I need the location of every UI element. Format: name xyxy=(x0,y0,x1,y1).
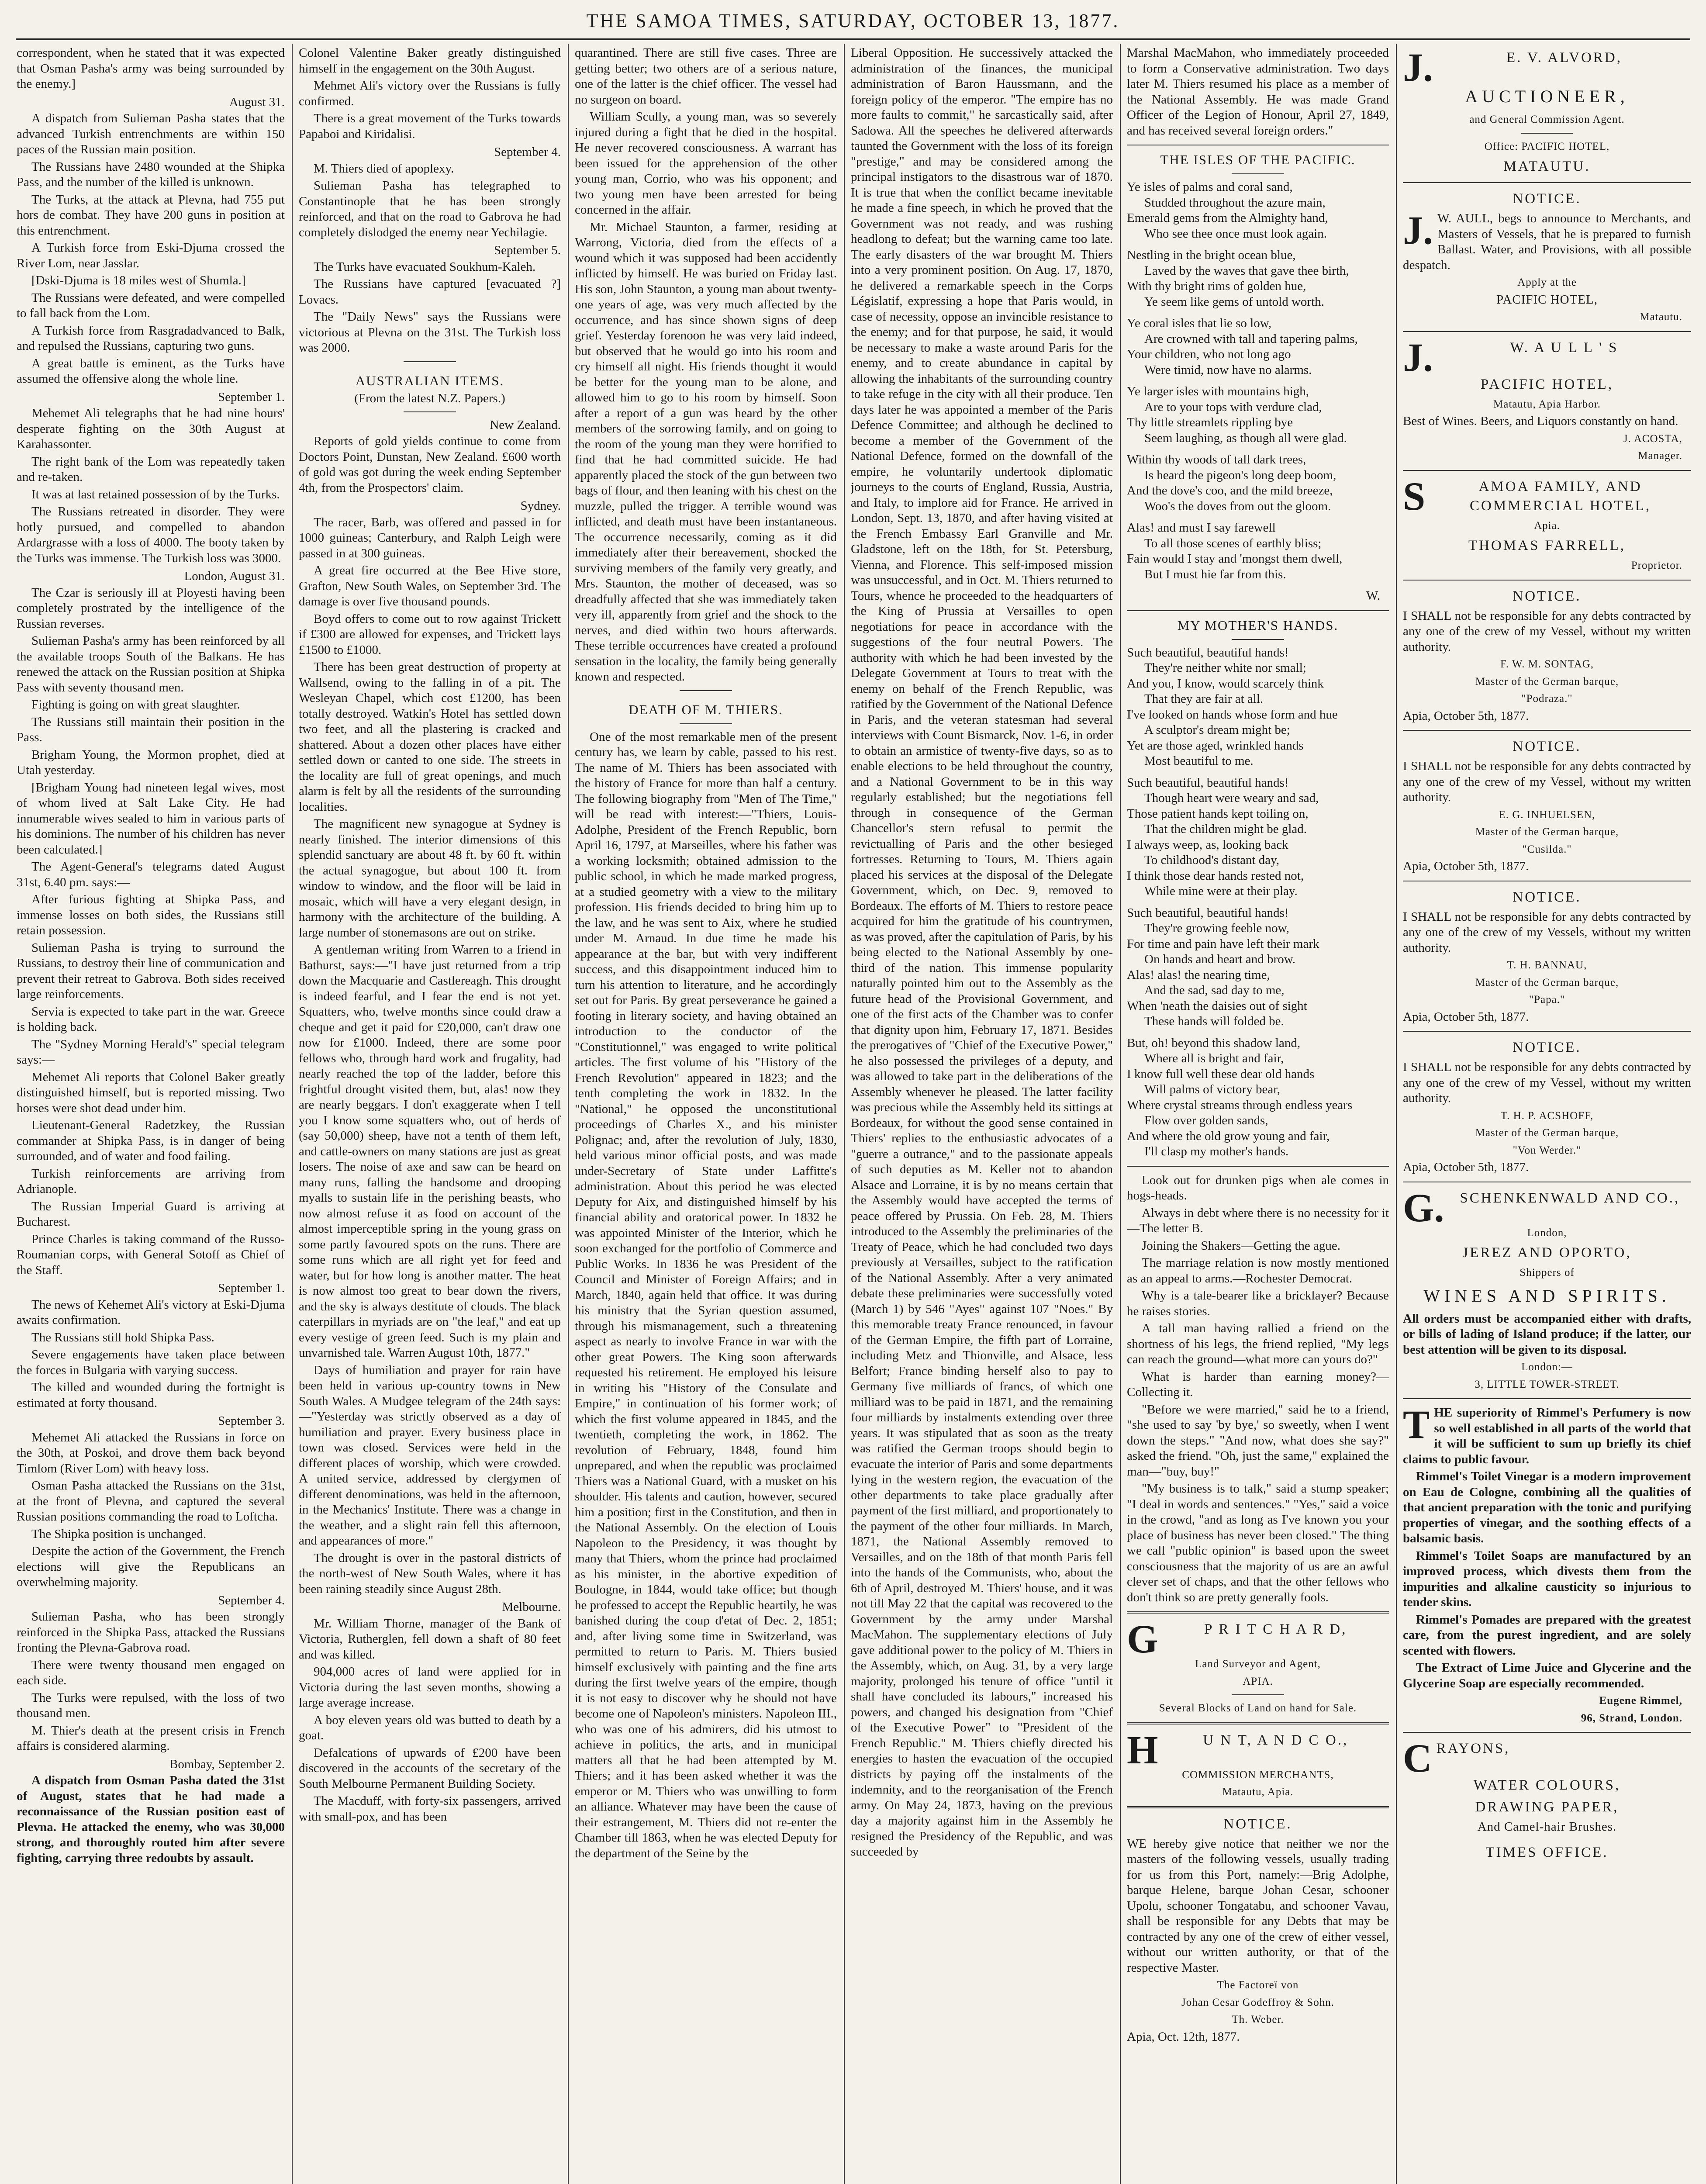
section-subheading: (From the latest N.Z. Papers.) xyxy=(354,391,505,405)
paragraph: A great battle is eminent, as the Turks have assumed the offensive along the whole line. xyxy=(17,356,285,386)
ad-aull-notice xyxy=(1403,189,1691,325)
poem-line: They're neither white nor small; xyxy=(1144,661,1306,675)
paragraph: "My business is to talk," said a stump speaker; "I deal in words and sentences." "Yes," said a voice in the crowd, "and as long as I've known you your place of business has never been closed." The thing we call "public opinion" is based upon the sweet consciousness that the majority of us are an awful clever set of chaps, and that the other fellows who don't think so are pretty generally fools. xyxy=(1127,1482,1389,1604)
poem-stanza xyxy=(1127,180,1389,242)
paragraph: What is harder than earning money?—Collecting it. xyxy=(1127,1369,1389,1399)
section-rule xyxy=(1403,730,1691,731)
poem-line: Were timid, now have no alarms. xyxy=(1144,363,1312,377)
poem-stanza xyxy=(1127,384,1389,446)
section-rule xyxy=(1127,610,1389,611)
paragraph: Always in debt where there is no necessity for it—The letter B. xyxy=(1127,1206,1389,1235)
poem-line: Laved by the waves that gave thee birth, xyxy=(1144,263,1349,278)
section-rule xyxy=(1127,1806,1389,1808)
paragraph: Osman Pasha attacked the Russians on the 31st, at the front of Plevna, and captured the several Russian positions commanding the road to Loftcha. xyxy=(17,1479,285,1524)
paragraph: A boy eleven years old was butted to death by a goat. xyxy=(299,1713,561,1742)
paragraph: Mehemet Ali telegraphs that he had nine hours' desperate fighting on the 30th August at Karahassonter. xyxy=(17,406,285,451)
notice-title: NOTICE. xyxy=(1223,1816,1292,1832)
paragraph: Reports of gold yields continue to come from Doctors Point, Dunstan, New Zealand. £600 worth of gold was got during the week ending September 4th, from the Prospectors' claim. xyxy=(299,434,561,495)
poem-line: Most beautiful to me. xyxy=(1144,754,1254,768)
poem-stanza xyxy=(1127,452,1389,514)
dateline: September 5. xyxy=(494,243,561,257)
poem-line: Fain would I stay and 'mongst them dwell, xyxy=(1127,552,1343,566)
paragraph: The right bank of the Lom was repeatedly taken and re-taken. xyxy=(17,454,285,484)
ad-hunt xyxy=(1127,1727,1389,1800)
section-rule xyxy=(1127,1722,1389,1724)
ad-line: London, xyxy=(1527,1227,1567,1239)
notice-body: WE hereby give notice that neither we nor the masters of the following vessels, usually trading for us from this Port, namely:—Brig Adolphe, barque Helene, barque Johan Cesar, schooner Upolu, schooner Tongatabu, and schooner Vavau, shall be responsible for any Debts that may be contracted by any one of the crew of either vessel, without our written authority, or that of the respective Master. xyxy=(1127,1836,1389,1975)
masthead-rule xyxy=(16,38,1690,40)
notice-date: Apia, October 5th, 1877. xyxy=(1403,1009,1529,1024)
paragraph: The marriage relation is now mostly mentioned as an appeal to arms.—Rochester Democrat. xyxy=(1127,1256,1389,1286)
poem-line: Emerald gems from the Almighty hand, xyxy=(1127,211,1328,225)
poem-line: Yet are those aged, wrinkled hands xyxy=(1127,738,1304,753)
notice-signature: Th. Weber. xyxy=(1232,2014,1284,2025)
notice-signature: F. W. M. SONTAG, xyxy=(1500,658,1594,670)
notice-signature: "Papa." xyxy=(1529,994,1565,1006)
notice-signature: Johan Cesar Godeffroy & Sohn. xyxy=(1181,1996,1335,2008)
paragraph: Prince Charles is taking command of the Russo-Roumanian corps, with General Sotoff as Chief of the Staff. xyxy=(17,1232,285,1277)
poem-line: Will palms of victory bear, xyxy=(1144,1082,1280,1096)
ad-line: PACIFIC HOTEL, xyxy=(1480,376,1614,392)
poem-line: These hands will folded be. xyxy=(1144,1014,1284,1028)
paragraph: The killed and wounded during the fortnight is estimated at forty thousand. xyxy=(17,1380,285,1410)
poem-line: A sculptor's dream might be; xyxy=(1144,723,1290,737)
ad-line: Apia. xyxy=(1534,519,1560,532)
dateline: Sydney. xyxy=(520,499,561,513)
poem-line: On hands and heart and brow. xyxy=(1144,952,1296,966)
notice-godeffroy xyxy=(1127,1814,1389,2045)
poem-line: To childhood's distant day, xyxy=(1144,853,1280,867)
paragraph: Mehemet Ali attacked the Russians in force on the 30th, at Poskoi, and drove them back beyond Timlom (River Lom) with heavy loss. xyxy=(17,1430,285,1476)
notice-signature: Master of the German barque, xyxy=(1475,976,1619,988)
poem-line: Ye seem like gems of untold worth. xyxy=(1144,294,1324,309)
masthead: THE SAMOA TIMES, SATURDAY, OCTOBER 13, 1877. xyxy=(586,10,1120,31)
column-rule xyxy=(568,44,569,2184)
section-rule xyxy=(1403,1732,1691,1733)
poem-line: But I must hie far from this. xyxy=(1144,567,1286,581)
ad-line: WATER COLOURS, xyxy=(1473,1777,1621,1793)
notice-bannau xyxy=(1403,888,1691,1025)
ad-name: P R I T C H A R D, xyxy=(1204,1621,1347,1637)
notice-title: NOTICE. xyxy=(1513,191,1582,207)
drop-cap: H xyxy=(1127,1727,1158,1772)
ad-signature: Eugene Rimmel, xyxy=(1599,1695,1682,1707)
ad-line: 3, LITTLE TOWER-STREET. xyxy=(1475,1378,1620,1390)
notice-signature: E. G. INHUELSEN, xyxy=(1499,809,1595,821)
ad-line: And Camel-hair Brushes. xyxy=(1477,1820,1617,1834)
poem-title: THE ISLES OF THE PACIFIC. xyxy=(1160,152,1356,167)
column-4 xyxy=(851,45,1113,2184)
paragraph: The Russian Imperial Guard is arriving at Bucharest. xyxy=(17,1199,285,1229)
paragraph: Sulieman Pasha has telegraphed to Constantinople that he has been strongly reinforced, and that on the road to Gabrova he had completely dislodged the enemy near Yechilagie. xyxy=(299,179,561,239)
section-heading: DEATH OF M. THIERS. xyxy=(629,702,783,717)
section-rule xyxy=(404,361,456,362)
notice-title: NOTICE. xyxy=(1513,588,1582,604)
drop-cap: J. xyxy=(1403,208,1433,252)
paragraph: [Dski-Djuma is 18 miles west of Shumla.] xyxy=(31,273,246,287)
ad-line: COMMISSION MERCHANTS, xyxy=(1182,1769,1334,1781)
dateline: Melbourne. xyxy=(502,1600,561,1614)
poem-line: For time and pain have left their mark xyxy=(1127,936,1319,951)
paragraph: The drought is over in the pastoral districts of the north-west of New South Wales, where it has been raining steadily since August 28th. xyxy=(299,1551,561,1596)
paragraph: Boyd offers to come out to row against Trickett if £300 are allowed for expenses, and Trickett lays £1500 to £1000. xyxy=(299,612,561,657)
ad-rule xyxy=(1232,1694,1284,1695)
ad-line: MATAUTU. xyxy=(1503,159,1591,174)
dateline: Bombay, September 2. xyxy=(169,1757,285,1771)
column-rule xyxy=(1120,44,1121,2184)
section-rule xyxy=(1127,1166,1389,1167)
dateline: September 1. xyxy=(218,1281,285,1295)
column-5 xyxy=(1127,45,1389,2184)
ad-name: SCHENKENWALD AND CO., xyxy=(1460,1190,1680,1206)
column-2 xyxy=(299,45,561,2184)
notice-signature: The Factoreï von xyxy=(1217,1979,1299,1991)
ad-body: Rimmel's Toilet Soaps are manufactured by an improved process, which divests them from the impurities and alkaline causticity so injurious to tender skins. xyxy=(1403,1548,1691,1609)
section-rule xyxy=(1127,1611,1389,1614)
ad-line: DRAWING PAPER, xyxy=(1475,1799,1619,1815)
paragraph: The Czar is seriously ill at Ployesti having been completely prostrated by the intelligence of the Russian reverses. xyxy=(17,585,285,631)
section-rule xyxy=(1403,331,1691,332)
poem-line: And the sad, sad day to me, xyxy=(1144,983,1285,997)
poem-line: To all those scenes of earthly bliss; xyxy=(1144,536,1322,550)
ad-line: Land Surveyor and Agent, xyxy=(1195,1658,1321,1670)
drop-cap: G. xyxy=(1403,1185,1444,1230)
paragraph: The Russians still hold Shipka Pass. xyxy=(31,1330,214,1344)
poem-line: Is heard the pigeon's long deep boom, xyxy=(1144,468,1336,482)
poem-line: Such beautiful, beautiful hands! xyxy=(1127,775,1289,790)
ad-line: Several Blocks of Land on hand for Sale. xyxy=(1159,1702,1357,1714)
poem-line: And where the old grow young and fair, xyxy=(1127,1129,1330,1143)
column-1 xyxy=(17,45,285,2184)
poem-line: I always weep, as, looking back xyxy=(1127,837,1288,852)
ad-body: The Extract of Lime Juice and Glycerine and the Glycerine Soap are especially recommended. xyxy=(1403,1661,1691,1690)
poem-line: Ye isles of palms and coral sand, xyxy=(1127,180,1293,194)
ad-line: and General Commission Agent. xyxy=(1469,114,1625,125)
paragraph: The Russians have 2480 wounded at the Shipka Pass, and the number of the killed is unknown. xyxy=(17,159,285,189)
ad-rule xyxy=(1521,133,1573,134)
poem-line: Alas! alas! the nearing time, xyxy=(1127,968,1270,982)
ad-alvord xyxy=(1403,45,1691,176)
paragraph: After furious fighting at Shipka Pass, and immense losses on both sides, the Russians still retain possession. xyxy=(17,892,285,937)
paragraph: The Macduff, with forty-six passengers, arrived with small-pox, and has been xyxy=(299,1794,561,1824)
paragraph: The racer, Barb, was offered and passed in for 1000 guineas; Canterbury, and Ralph Leigh were passed in at 300 guineas. xyxy=(299,515,561,560)
poem-stanza xyxy=(1127,645,1389,769)
ad-body: All orders must be accompanied either with drafts, or bills of lading of Island produce; if the latter, our best attention will be given to its disposal. xyxy=(1403,1311,1691,1357)
paragraph: A dispatch from Sulieman Pasha states that the advanced Turkish entrenchments are within 150 paces of the Russian main position. xyxy=(17,111,285,156)
poem-title: MY MOTHER'S HANDS. xyxy=(1177,617,1339,633)
notice-signature: T. H. P. ACSHOFF, xyxy=(1500,1109,1594,1122)
notice-title: NOTICE. xyxy=(1513,739,1582,754)
ad-name: U N T, A N D C O., xyxy=(1203,1732,1349,1748)
poem-line: Though heart were weary and sad, xyxy=(1144,791,1319,805)
poem-line: I think those dear hands rested not, xyxy=(1127,868,1304,883)
notice-signature: "Cusilda." xyxy=(1522,843,1572,855)
ad-body: HE superiority of Rimmel's Perfumery is now so well established in all parts of the world that it will be sufficient to sum up briefly its chief claims to public favour. xyxy=(1403,1406,1691,1466)
poem-line: Are crowned with tall and tapering palms, xyxy=(1144,332,1358,346)
column-3 xyxy=(575,45,837,2184)
ad-schenkenwald xyxy=(1403,1185,1691,1393)
ad-body: Best of Wines. Beers, and Liquors constantly on hand. xyxy=(1403,414,1678,428)
ad-line: Matautu. xyxy=(1640,311,1682,323)
section-rule xyxy=(1403,1398,1691,1399)
drop-cap: J. xyxy=(1403,335,1433,380)
paragraph: Brigham Young, the Mormon prophet, died at Utah yesterday. xyxy=(17,747,285,777)
notice-date: Apia, October 5th, 1877. xyxy=(1403,859,1529,873)
section-rule xyxy=(680,723,732,724)
poem-line: Where all is bright and fair, xyxy=(1144,1051,1284,1065)
paragraph: Look out for drunken pigs when ale comes in hogs-heads. xyxy=(1127,1173,1389,1203)
notice-body: I SHALL not be responsible for any debts contracted by any one of the crew of my Vessel, without my written authority. xyxy=(1403,759,1691,804)
section-heading: AUSTRALIAN ITEMS. xyxy=(355,373,504,388)
paragraph: Marshal MacMahon, who immediately proceeded to form a Conservative administration. Two days later M. Thiers resumed his place as a member of the National Assembly. He was made Grand Officer of the Legion of Honour, April 27, 1849, and has received several foreign orders." xyxy=(1127,46,1389,138)
notice-title: NOTICE. xyxy=(1513,889,1582,905)
poem-line: Woo's the doves from out the gloom. xyxy=(1144,499,1331,513)
ad-line: THOMAS FARRELL, xyxy=(1468,538,1626,553)
paragraph: A Turkish force from Rasgradadvanced to Balk, and repulsed the Russians, capturing two guns. xyxy=(17,323,285,353)
paragraph: A tall man having rallied a friend on the shortness of his legs, the friend replied, "My legs can reach the ground—what more can yours do?" xyxy=(1127,1321,1389,1366)
ad-aull-hotel xyxy=(1403,335,1691,464)
paragraph: Defalcations of upwards of £200 have been discovered in the accounts of the secretary of the South Melbourne Permanent Building Society. xyxy=(299,1745,561,1791)
notice-inhuelsen xyxy=(1403,737,1691,874)
poem-line: Such beautiful, beautiful hands! xyxy=(1127,905,1289,920)
paragraph: The news of Kehemet Ali's victory at Eski-Djuma awaits confirmation. xyxy=(17,1297,285,1327)
paragraph: Mr. William Thorne, manager of the Bank of Victoria, Rutherglen, fell down a shaft of 80 feet and was killed. xyxy=(299,1616,561,1662)
paragraph: Sulieman Pasha's army has been reinforced by all the available troops South of the Balkans. He has renewed the attack on the Russian position at Shipka Pass with seventy thousand men. xyxy=(17,634,285,695)
paragraph: A gentleman writing from Warren to a friend in Bathurst, says:—"I have just returned from a trip down the Macquarie and Castlereagh. This drought is indeed fearful, and I fear the end is not yet. Squatters, who, twelve months since could draw a cheque and get it paid for £20,000, can't draw one now for £1000. Indeed, there are some poor fellows who, through hard work and frugality, had nearly reached the top of the ladder, before this frightful drought visited them, but, alas! now they are nearly beggars. I don't exaggerate when I tell you I know some squatters who, out of herds of (say 50,000) sheep, have not a tenth of them left, and cattle-owners on many stations are just as great losers. The noise of axe and saw can be heard on many runs, falling the handsome and drooping myalls to sustain life in the perishing beasts, who now almost refuse it as food on account of the almost imperceptible spring in the young grass on some partly favoured spots on the runs. There are some runs which are all right yet for feed and water, but for how long is another matter. The heat is now almost too great to bear down the rivers, and the sky is always destitute of clouds. The black caterpillars in myriads are on "the leaf," and eat up every vestige of green feed. Such is my plain and unvarnished tale. Warren August 10th, 1877." xyxy=(299,943,561,1360)
poem-line: Where crystal streams through endless years xyxy=(1127,1098,1353,1112)
paragraph: "Before we were married," said he to a friend, "she used to say 'by bye,' so sweetly, when I went down the steps." "And now, what does she say?" asked the friend. "Oh, just the same," explained the man—"buy, buy!" xyxy=(1127,1402,1389,1479)
poem-line: Thy little streamlets rippling bye xyxy=(1127,415,1293,429)
poem-line: When 'neath the daisies out of sight xyxy=(1127,999,1307,1013)
drop-cap: G xyxy=(1127,1617,1158,1661)
paragraph: Mehmet Ali's victory over the Russians is fully confirmed. xyxy=(299,79,561,108)
poem-line: Are to your tops with verdure clad, xyxy=(1144,400,1322,414)
paragraph: The Agent-General's telegrams dated August 31st, 6.40 pm. says:— xyxy=(17,860,285,889)
paragraph: The Turks have evacuated Soukhum-Kaleh. xyxy=(314,259,536,274)
poem-line: Alas! and must I say farewell xyxy=(1127,521,1276,535)
paragraph: It was at last retained possession of by the Turks. xyxy=(31,487,280,501)
ad-crayons xyxy=(1403,1736,1691,1862)
ad-line: J. ACOSTA, xyxy=(1623,432,1682,445)
dateline: September 4. xyxy=(494,145,561,159)
ad-line: Matautu, Apia Harbor. xyxy=(1493,398,1601,410)
poem-stanza xyxy=(1127,316,1389,378)
paragraph: Why is a tale-bearer like a bricklayer? Because he raises stories. xyxy=(1127,1289,1389,1318)
poem-line: That the children might be glad. xyxy=(1144,822,1307,836)
ad-line: WINES AND SPIRITS. xyxy=(1423,1286,1671,1306)
paragraph: Mehemet Ali reports that Colonel Baker greatly distinguished himself, but is reported missing. Two horses were shot dead under him. xyxy=(17,1070,285,1115)
section-rule xyxy=(1403,1031,1691,1032)
ad-line: RAYONS, xyxy=(1436,1741,1510,1756)
ad-rimmel xyxy=(1403,1402,1691,1726)
poem-line: I know full well these dear old hands xyxy=(1127,1067,1315,1081)
dateline: New Zealand. xyxy=(490,418,561,432)
notice-signature: "Von Werder." xyxy=(1513,1144,1582,1156)
poem-line: And the dove's coo, and the mild breeze, xyxy=(1127,484,1333,498)
ad-name: W. A U L L ' S xyxy=(1510,339,1619,356)
ad-line: Matautu, Apia. xyxy=(1222,1786,1294,1798)
paragraph: A Turkish force from Eski-Djuma crossed the River Lom, near Jasslar. xyxy=(17,241,285,270)
poem-line: Within thy woods of tall dark trees, xyxy=(1127,453,1306,467)
ad-body: Rimmel's Pomades are prepared with the greatest care, from the purest ingredient, and are solely scented with flowers. xyxy=(1403,1612,1691,1658)
poem-line: Ye coral isles that lie so low, xyxy=(1127,316,1272,330)
paragraph: correspondent, when he stated that it was expected that Osman Pasha's army was being surrounded by the enemy.] xyxy=(17,46,285,91)
dateline: September 1. xyxy=(218,390,285,404)
column-rule xyxy=(844,44,845,2184)
section-rule xyxy=(1403,470,1691,471)
poem-stanza xyxy=(1127,520,1389,582)
ad-line: London:— xyxy=(1521,1361,1573,1373)
dateline: September 3. xyxy=(218,1414,285,1428)
ad-pritchard xyxy=(1127,1617,1389,1716)
poem-line: Studded throughout the azure main, xyxy=(1144,195,1326,210)
poem-line: With thy bright rims of golden hue, xyxy=(1127,279,1306,293)
poem-stanza xyxy=(1127,248,1389,310)
poem-line: I've looked on hands whose form and hue xyxy=(1127,707,1338,722)
paragraph: The Turks were repulsed, with the loss of two thousand men. xyxy=(17,1690,285,1720)
paragraph: A dispatch from Osman Pasha dated the 31st of August, states that he had made a reconnaissance of the Russian position east of Plevna. He attacked the enemy, who was 30,000 strong, and thoroughly routed him after severe fighting, carrying three redoubts by assault. xyxy=(17,1773,285,1865)
poem-line: While mine were at their play. xyxy=(1144,884,1298,898)
ad-line: Office: PACIFIC HOTEL, xyxy=(1484,140,1610,152)
paragraph: There has been great destruction of property at Wallsend, owing to the falling in of a pit. The Wesleyan Chapel, which cost £1200, has been totally destroyed. Watkin's Hotel has settled down two feet, and all the plastering is cracked and shattered. About a dozen other places have either settled down or canted to one side. The streets in the locality are full of great openings, and much alarm is felt by all the residents of the surrounding localities. xyxy=(299,660,561,814)
column-6 xyxy=(1403,45,1691,2184)
notice-date: Apia, Oct. 12th, 1877. xyxy=(1127,2029,1240,2044)
notice-signature: "Podraza." xyxy=(1521,693,1573,705)
notice-signature: Master of the German barque, xyxy=(1475,675,1619,688)
paragraph: M. Thier's death at the present crisis in French affairs is considered alarming. xyxy=(17,1723,285,1753)
section-rule xyxy=(1403,182,1691,183)
paragraph: Days of humiliation and prayer for rain have been held in various up-country towns in New South Wales. A Mudgee telegram of the 24th says:—"Yesterday was strictly observed as a day of humiliation and prayer. Every business place in town was closed. Services were held in the different places of worship, which were crowded. A united service, addressed by clergymen of different denominations, was held in the afternoon, in the Mechanics' Institute. There was a change in the weather, and a slight rain fell this afternoon, and appearances of more." xyxy=(299,1363,561,1548)
paragraph: The Turks, at the attack at Plevna, had 755 put hors de combat. They have 200 guns in position at this entrenchment. xyxy=(17,192,285,238)
paragraph: The "Sydney Morning Herald's" special telegram says:— xyxy=(17,1037,285,1067)
notice-date: Apia, October 5th, 1877. xyxy=(1403,708,1529,723)
paragraph: William Scully, a young man, was so severely injured during a fight that he died in the hospital. He never recovered consciousness. A warrant has been issued for the apprehension of the other young man, Corrio, who was his opponent; and two young men have been arrested for being concerned in the affair. xyxy=(575,110,837,217)
poem-line: Who see thee once must look again. xyxy=(1144,226,1327,241)
poem-line: Ye larger isles with mountains high, xyxy=(1127,384,1309,398)
paragraph: Liberal Opposition. He successively attacked the administration of the finances, the municipal administration of Baron Haussmann, and the foreign policy of the emperor. "The empire has no more faults to commit," he sarcastically said, after Sadowa. All the speeches he delivered afterwards taunted the Government with the loss of its foreign "prestige," and may be considered among the principal instigators to the disastrous war of 1870. It is true that when the conflict became inevitable he made a fine speech, in which he proved that the Government was not ready, and was rushing headlong to defeat; but the warning came too late. The early disasters of the war brought M. Thiers into a very prominent position. On Aug. 17, 1870, he delivered a remarkable speech in the Corps Législatif, expressing a hope that Paris would, in case of necessity, oppose an invincible resistance to the enemy; and for that purpose, he said, it would be necessary to make a waste around Paris for the enemy, and to create abundance in capital by allowing the inhabitants of the surrounding country to take refuge in the city with all their produce. Ten days later he was appointed a member of the Paris Defence Committee; and although he declined to become a member of the Government of the National Defence, formed on the downfall of the empire, he voluntarily undertook diplomatic journeys to the courts of England, Russia, Austria, and Italy, to implore aid for France. He arrived in London, Sept. 13, 1870, and after having visited at the French Embassy Earl Granville and Mr. Gladstone, left on the 18th, for St. Petersburg, Vienna, and Florence. This self-imposed mission was unsuccessful, and in Oct. M. Thiers returned to Tours, whence he proceeded to the headquarters of the King of Prussia at Versailles to open negotiations for peace in accordance with the suggestions of the four neutral Powers. The authority with which he had been invested by the Delegate Government at Tours to treat with the enemy on behalf of the French Republic, was ratified by the Government of the National Defence in Paris, and the veteran statesman had several interviews with Count Bismarck, Nov. 1-6, in order to obtain an armistice of twenty-five days, so as to enable elections to be held throughout the country, and a National Government to be in this way regularly established; but the negotiations fell through in consequence of the German Chancellor's stern refusal to permit the revictualling of Paris and the other besieged fortresses. Returning to Tours, M. Thiers again placed his services at the disposal of the Delegate Government, which, on Dec. 9, removed to Bordeaux. The efforts of M. Thiers to restore peace acquired for him the gratitude of his countrymen, as was proved, after the capitulation of Paris, by his being elected to the National Assembly by one-third of the nation. This immense popularity naturally pointed him out to the Assembly as the future head of the Provisional Government, and one of the first acts of the Chamber was to confer that dignity upon him, February 17, 1871. Besides the prerogatives of "Chief of the Executive Power," he also possessed the privileges of a deputy, and was allowed to take part in the deliberations of the Assembly whenever he pleased. The latter facility was precious while the Assembly held its sittings at Bordeaux, for without the good sense contained in Thiers' replies to the enthusiastic advocates of a "guerre a outrance," and to the passionate appeals of such deputies as M. Keller not to abandon Alsace and Lorraine, it is by no means certain that the Assembly would have accepted the terms of peace offered by Prussia. On Feb. 28, M. Thiers introduced to the Assembly the preliminaries of the Treaty of Peace, which he had concluded two days previously at Versailles, subject to the ratification of the National Assembly. After a very animated debate these preliminaries were successfully voted (March 1) by 546 "Ayes" against 107 "Noes." By this memorable treaty France renounced, in favour of the German Empire, the fifth part of Lorraine, including Metz and Thionville, and Alsace, less Belfort; France binding herself also to pay to Germany five milliards of francs, of which one milliard was to be paid in 1871, and the remaining four milliards by instalments extending over three years. It was stipulated that as soon as the treaty was ratified the German troops should begin to evacuate the interior of Paris and some departments lying in the western region, the evacuation of the other departments to take place gradually after payment of the first milliard, and proportionately to the payment of the other four milliards. In March, 1871, the National Assembly removed to Versailles, and on the 18th of that month Paris fell into the hands of the Communists, who, about the 6th of April, destroyed M. Thiers' house, and it was not till May 22 that the capital was recovered to the Government by the army under Marshal MacMahon. The supplementary elections of July gave additional power to the policy of M. Thiers in the Assembly, which, on Aug. 31, by a very large majority, prolonged his tenure of office "until it shall have concluded its labours," increased his powers, and changed his designation from "Chief of the Executive Power" to "President of the French Republic." M. Thiers chiefly directed his energies to hasten the evacuation of the occupied districts by paying off the instalments of the indemnity, and to the reorganisation of the French army. On May 24, 1873, having on the previous day a majority against him in the Assembly he resigned the Presidency of the Republic, and was succeeded by xyxy=(851,46,1113,1859)
dateline: September 4. xyxy=(218,1593,285,1607)
notice-body: I SHALL not be responsible for any debts contracted by any one of the crew of my Vessel, without my written authority. xyxy=(1403,608,1691,654)
drop-cap: J. xyxy=(1403,45,1433,90)
poem-line: Your children, who not long ago xyxy=(1127,347,1291,361)
poem-line: And you, I know, would scarcely think xyxy=(1127,676,1324,691)
paragraph: 904,000 acres of land were applied for in Victoria during the last seven months, showing a large average increase. xyxy=(299,1665,561,1710)
section-rule xyxy=(1232,639,1284,640)
paragraph: Lieutenant-General Radetzkey, the Russian commander at Shipka Pass, is in danger of being surrounded, and of water and food failing. xyxy=(17,1118,285,1163)
notice-date: Apia, October 5th, 1877. xyxy=(1403,1160,1529,1174)
column-rule xyxy=(1396,44,1397,2184)
paragraph: The Shipka position is unchanged. xyxy=(31,1527,207,1541)
paragraph: Sulieman Pasha is trying to surround the Russians, to destroy their line of communication and prevent their retreat to Gabrova. Both sides received large reinforcements. xyxy=(17,940,285,1001)
notice-signature: T. H. BANNAU, xyxy=(1507,959,1587,971)
poem-mothers-hands xyxy=(1127,645,1389,1160)
notice-body: I SHALL not be responsible for any debts contracted by any one of the crew of my Vessels, without my written authority. xyxy=(1403,909,1691,955)
ad-line: JEREZ AND OPORTO, xyxy=(1462,1245,1632,1261)
paragraph: Fighting is going on with great slaughter. xyxy=(31,698,240,712)
poem-line: Nestling in the bright ocean blue, xyxy=(1127,248,1296,262)
notice-body: W. AULL, begs to announce to Merchants, and Masters of Vessels, that he is prepared to furnish Ballast. Water, and Provisions, with all possible despatch. xyxy=(1403,211,1691,272)
ad-line: APIA. xyxy=(1243,1675,1273,1687)
drop-cap: S xyxy=(1403,473,1426,518)
paragraph: Colonel Valentine Baker greatly distinguished himself in the engagement on the 30th August. xyxy=(299,46,561,76)
section-rule xyxy=(404,411,456,412)
notice-signature: Master of the German barque, xyxy=(1475,826,1619,838)
paragraph: One of the most remarkable men of the present century has, we learn by cable, passed to his rest. The name of M. Thiers has been associated with the history of France for more than half a century. The following biography from "Men of The Time," will be read with interest:—"Thiers, Louis-Adolphe, President of the French Republic, born April 16, 1797, at Marseilles, where his father was a working locksmith; obtained admission to the public school, in which he made marked progress, at a studied geometry with a view to the military profession. His friends decided to bring him up to the law, and he was sent to Aix, where he studied under M. Arnaud. In due time he made his appearance at the bar, but with very indifferent success, and this disappointment induced him to turn his attention to literature, and he accordingly set out for Paris. By great perseverance he gained a footing in literary society, and having obtained an introduction to the conductor of the "Constitutionnel," was engaged to write political articles. The first volume of his "History of the French Revolution" appeared in 1823; and the tenth completing the work in 1832. In the "National," he opposed the unconstitutional proceedings of Charles X., and his minister Polignac; and, after the revolution of July, 1830, held various minor official posts, and was made under-Secretary of State under Laffitte's administration. About this period he was elected Deputy for Aix, and distinguished himself by his financial ability and oratorical power. In 1832 he was appointed Minister of the Interior, which he soon exchanged for the portfolio of Commerce and Public Works. In 1836 he was President of the Council and Minister of Foreign Affairs; and in March, 1840, again held that office. It was during his ministry that the Syrian question assumed, through his mismanagement, such a threatening aspect as nearly to involve France in war with the other great Powers. The King soon afterwards requested his retirement. He employed his leisure in writing his "History of the Consulate and Empire," in continuation of his former work; of which the first volume appeared in 1845, and the twentieth, completing the work, in 1862. The revolution of February, 1848, found him unprepared, and when the republic was proclaimed Thiers was a National Guard, with a musket on his shoulder. His talents and caution, however, secured him a position; first in the Constitution, and then in the National Assembly. On the election of Louis Napoleon to the Presidency, it was thought by many that Thiers, whom the prince had proclaimed as his minister, in the abortive expedition of Boulogne, in 1844, would take office; but though he professed to accept the Republic heartily, he was banished during the coup d'etat of Dec. 2, 1851; and, after living some time in Switzerland, was permitted to return to Paris. M. Thiers busied himself exclusively with painting and the fine arts during the first twelve years of the empire, though it is not easy to discover why he should not have become one of Napoleon's ministers. Napoleon III., who was one of his admirers, did his utmost to achieve in politics, the arts, and in municipal matters all that he had been attempted by M. Thiers; and it has been asked whether it was the emperor or M. Thiers who was unwilling to form an alliance. Whatever may have been the cause of their estrangement, M. Thiers did not re-enter the Chamber till 1863, when he was elected Deputy for the department of the Seine by the xyxy=(575,729,837,1860)
ad-samoa-hotel xyxy=(1403,473,1691,574)
paragraph: Mr. Michael Staunton, a farmer, residing at Warrong, Victoria, died from the effects of a wound which it was supposed had been accidently inflicted by himself. He was buried on Friday last. His son, John Staunton, a young man about twenty-one years of age, was very much affected by the occurrence, and has since shown signs of deep grief. Yesterday forenoon he was very laid indeed, but observed that he would go into his room and cry himself all night. His friends thought it would be better for the young man to be alone, and allowed him to go to his room by himself. Soon after a report of a gun was heard by the other members of the sorrowing family, and on going to the room of the young man they were horrified to find that he had committed suicide. He had apparently placed the stock of the gun between two bags of flour, and then leaning with his chest on the muzzle, pulled the trigger. A terrible wound was inflicted, and death must have been instantaneous. The occurrence necessarily, coming as it did immediately after their bereavement, shocked the surviving members of the family very greatly, and Mrs. Staunton, the mother of deceased, was so dreadfully affected that she was immediately taken very ill, apparently from grief and the shock to the nerves, and died within two hours afterwards. These terrible occurrences have created a profound sensation in the locality, the family being generally known and respected. xyxy=(575,220,837,684)
paragraph: M. Thiers died of apoplexy. xyxy=(314,161,454,176)
section-rule xyxy=(1403,580,1691,581)
section-rule xyxy=(1232,173,1284,174)
ad-line: TIMES OFFICE. xyxy=(1485,1844,1609,1860)
paragraph: Sulieman Pasha, who has been strongly reinforced in the Shipka Pass, attacked the Russians fronting the Plevna-Gabrova road. xyxy=(17,1610,285,1655)
poem-line: Seem laughing, as though all were glad. xyxy=(1144,431,1347,445)
poem-stanza xyxy=(1127,1036,1389,1160)
paragraph: Joining the Shakers—Getting the ague. xyxy=(1142,1238,1341,1253)
ad-body: Rimmel's Toilet Vinegar is a modern improvement on Eau de Cologne, combining all the qualities of that ancient preparation with the tonic and purifying properties of vinegar, and the soothing effects of a balsamic basis. xyxy=(1403,1469,1691,1545)
poem-line: But, oh! beyond this shadow land, xyxy=(1127,1036,1301,1050)
poem-stanza xyxy=(1127,905,1389,1030)
ad-name: AMOA FAMILY, AND COMMERCIAL HOTEL, xyxy=(1470,478,1651,514)
paragraph: The magnificent new synagogue at Sydney is nearly finished. The interior dimensions of this splendid sanctuary are about 48 ft. by 60 ft. within the actual synagogue, but about 100 ft. from window to window, and the floor will be laid in mosaic, which will have a very elegant design, in harmony with the architecture of the building. A large number of stonemasons are out on strike. xyxy=(299,817,561,940)
notice-acshoff xyxy=(1403,1038,1691,1175)
poem-line: That they are fair at all. xyxy=(1144,692,1264,706)
paragraph: The Russians have captured [evacuated ?] Lovacs. xyxy=(299,277,561,307)
notice-signature: Master of the German barque, xyxy=(1475,1127,1619,1139)
ad-line: Shippers of xyxy=(1520,1267,1575,1279)
paragraph: The Russians were defeated, and were compelled to fall back from the Lom. xyxy=(17,290,285,320)
dateline: London, August 31. xyxy=(184,569,285,583)
paragraph: The "Daily News" says the Russians were victorious at Plevna on the 31st. The Turkish loss was 2000. xyxy=(299,310,561,355)
poem-line: Those patient hands kept toiling on, xyxy=(1127,806,1309,821)
paragraph: Servia is expected to take part in the war. Greece is holding back. xyxy=(17,1004,285,1034)
ad-line: Apply at the xyxy=(1517,276,1577,288)
poem-line: Such beautiful, beautiful hands! xyxy=(1127,645,1289,660)
paragraph: quarantined. There are still five cases. Three are getting better; two others are of a serious nature, one of the latter is the chief officer. The vessel had no surgeon on board. xyxy=(575,46,837,107)
paragraph: The Russians retreated in disorder. They were hotly pursued, and compelled to abandon Ardargrasse with a loss of 4000. The booty taken by the Turks was immense. The Turkish loss was 3000. xyxy=(17,505,285,565)
ad-line: Proprietor. xyxy=(1631,560,1682,571)
poem-isles xyxy=(1127,180,1389,582)
ad-line: AUCTIONEER, xyxy=(1465,86,1629,106)
drop-cap: C xyxy=(1403,1736,1432,1780)
paragraph: Despite the action of the Government, the French elections will give the Republicans an overwhelming majority. xyxy=(17,1544,285,1589)
poem-stanza xyxy=(1127,775,1389,899)
poem-signature: W. xyxy=(1366,589,1380,603)
dateline: August 31. xyxy=(229,95,285,109)
paragraph: Severe engagements have taken place between the forces in Bulgaria with varying success. xyxy=(17,1348,285,1377)
notice-body: I SHALL not be responsible for any debts contracted by any one of the crew of my Vessel, without my written authority. xyxy=(1403,1060,1691,1105)
ad-line: Manager. xyxy=(1638,450,1682,462)
drop-cap: T xyxy=(1403,1402,1430,1447)
column-rule xyxy=(292,44,293,2184)
paragraph: The Russians still maintain their position in the Pass. xyxy=(17,715,285,744)
paragraph: There were twenty thousand men engaged on each side. xyxy=(17,1658,285,1687)
poem-line: They're growing feeble now, xyxy=(1144,921,1289,935)
paragraph: [Brigham Young had nineteen legal wives, most of whom lived at Salt Lake City. He had innumerable wives sealed to him in various parts of his dominions. The number of his children has never been calculated.] xyxy=(17,780,285,857)
notice-sontag xyxy=(1403,587,1691,724)
ad-line: PACIFIC HOTEL, xyxy=(1496,292,1598,307)
poem-line: Flow over golden sands, xyxy=(1144,1113,1268,1127)
ad-name: E. V. ALVORD, xyxy=(1506,50,1623,66)
section-rule xyxy=(680,690,732,691)
poem-line: I'll clasp my mother's hands. xyxy=(1144,1144,1289,1158)
ad-signature: 96, Strand, London. xyxy=(1581,1712,1682,1724)
paragraph: A great fire occurred at the Bee Hive store, Grafton, New South Wales, on September 3rd. The damage is over five thousand pounds. xyxy=(299,563,561,608)
paragraph: Turkish reinforcements are arriving from Adrianople. xyxy=(17,1166,285,1196)
notice-title: NOTICE. xyxy=(1513,1040,1582,1055)
paragraph: There is a great movement of the Turks towards Papaboi and Kiridalisi. xyxy=(299,111,561,141)
